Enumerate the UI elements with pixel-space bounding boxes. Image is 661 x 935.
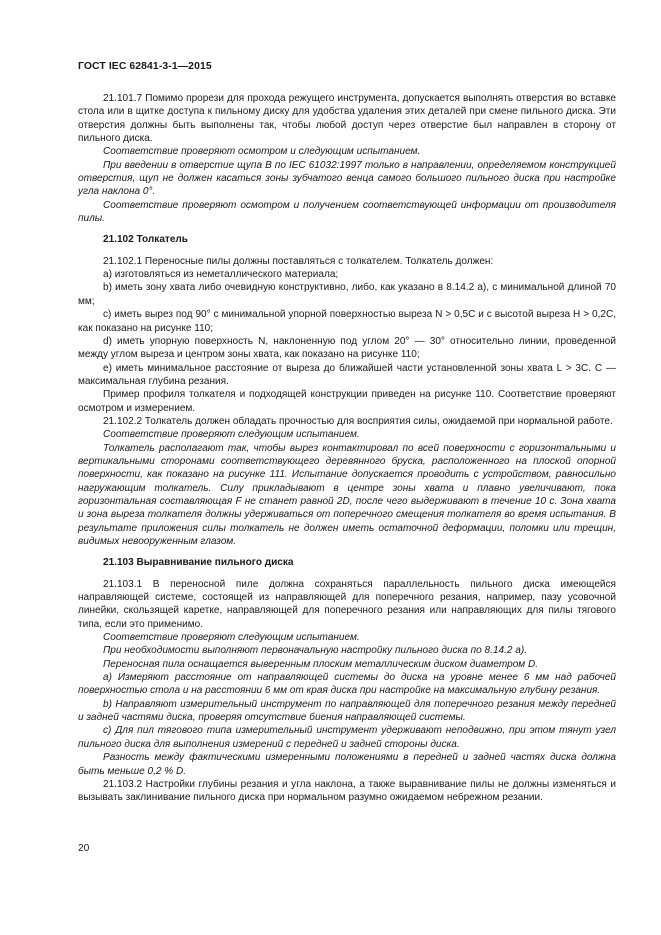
test-step: Переносная пила оснащается выверенным плоским металлическим диском диаметром D.: [103, 658, 539, 670]
section-heading-21-102: 21.102 Толкатель: [103, 234, 188, 246]
compliance-note: Соответствие проверяют следующим испытанием.: [103, 429, 360, 441]
clause-21-103-2: 21.103.2 Настройки глубины резания и угла наклона, а также выравнивание пилы не должны изменяться и вызывать заклинивание пильного диска при нормальном разумно ожидаемом небрежном резании.: [78, 778, 616, 804]
list-item-d: d) иметь упорную поверхность N, наклоненную под углом 20° — 30° относительно линии, проведенной между углом выреза и центром зоны хвата, как показано на рисунке 110;: [78, 335, 616, 361]
clause-21-102-2: 21.102.2 Толкатель должен обладать прочностью для восприятия силы, ожидаемой при нормальной работе.: [103, 415, 613, 427]
compliance-note: Соответствие проверяют осмотром и следующим испытанием.: [103, 146, 421, 158]
page-body: [78, 92, 616, 805]
clause-21-102-1: 21.102.1 Переносные пилы должны поставляться с толкателем. Толкатель должен:: [103, 255, 494, 267]
page-number: 20: [78, 843, 90, 854]
test-step: При необходимости выполняют первоначальную настройку пильного диска по 8.14.2 а).: [103, 645, 528, 657]
test-step-b: b) Направляют измерительный инструмент по направляющей для поперечного резания между передней и задней частями диска, проверяя отсутствие биения направляющей системы.: [78, 698, 616, 724]
test-step-a: a) Измеряют расстояние от направляющей системы до диска на уровне менее 6 мм над рабочей поверхностью стола и на расстоянии 6 мм от края диска при настройке на максимальную глубину резания.: [78, 672, 616, 697]
test-description: При введении в отверстие щупа В по IEC 61032:1997 только в направлении, определяемом конструкцией отверстия, щуп не должен касаться зоны зубчатого венца самого большого пильного диска при настройке угла наклона 0°.: [78, 159, 616, 198]
test-step-c: c) Для пил тягового типа измерительный инструмент удерживают неподвижно, при этом тянут узел пильного диска для выполнения измерений с передней и задней стороны диска.: [78, 725, 616, 750]
document-header: ГОСТ IEC 62841-3-1—2015: [78, 61, 212, 72]
paragraph: Пример профиля толкателя и подходящей конструкции приведен на рисунке 110. Соответствие проверяют осмотром и измерением.: [78, 389, 616, 414]
clause-21-103-1: 21.103.1 В переносной пиле должна сохраняться параллельность пильного диска имеющейся направляющей системе, состоящей из направляющей для поперечного резания, например, пазу усовочной линейки, скользящей каретке, направляющей для поперечного резания или направляющих для пилы тягового типа, если это применимо.: [78, 578, 616, 630]
section-heading-21-103: 21.103 Выравнивание пильного диска: [103, 557, 294, 569]
clause-21-101-7: 21.101.7 Помимо прорези для прохода режущего инструмента, допускается выполнять отверстия во вставке стола или в щитке доступа к пильному диску для удобства удаления этих деталей при смене пильного диска. Эти отверстия должны быть выполнены так, чтобы любой доступ через отверстие был направлен в сторону от пильного диска.: [78, 93, 616, 145]
list-item-c: c) иметь вырез под 90° с минимальной упорной поверхностью выреза N > 0,5C и с высотой выреза H > 0,2C, как показано на рисунке 110;: [78, 309, 616, 334]
compliance-note: Соответствие проверяют следующим испытанием.: [103, 632, 360, 644]
test-result: Разность между фактическими измеренными положениями в передней и задней частях диска должна быть меньше 0,2 % D.: [78, 752, 616, 777]
list-item-e: e) иметь минимальное расстояние от выреза до ближайшей части установленной зоны хвата L > 3C. C — максимальная глубина резания.: [78, 362, 616, 387]
list-item-b: b) иметь зону хвата либо очевидную конструктивно, либо, как указано в 8.14.2 а), с минимальной длиной 70 мм;: [78, 282, 616, 307]
compliance-note: Соответствие проверяют осмотром и получением соответствующей информации от производителя пилы.: [78, 199, 616, 225]
list-item-a: a) изготовляться из неметаллического материала;: [103, 269, 339, 281]
test-description: Толкатель располагают так, чтобы вырез контактировал по всей поверхности с горизонтальными и вертикальными сторонами соответствующего деревянного бруска, расположенного на плоской опорной поверхности, как показано на рисунке 111. Испытание допускается проводить с устройством, равносильно нагружающим толкатель. Силу прикладывают в центре зоны хвата и плавно увеличивают, пока горизонтальная составляющая F не станет равной 2D, после чего выдерживают в течение 10 с. Зона хвата и зона выреза толкателя должны удерживаться от поперечного смещения толкателя во время испытания. В результате приложения силы толкатель не должен иметь остаточной деформации, поломки или трещин, видимых невооруженным глазом.: [78, 442, 616, 547]
